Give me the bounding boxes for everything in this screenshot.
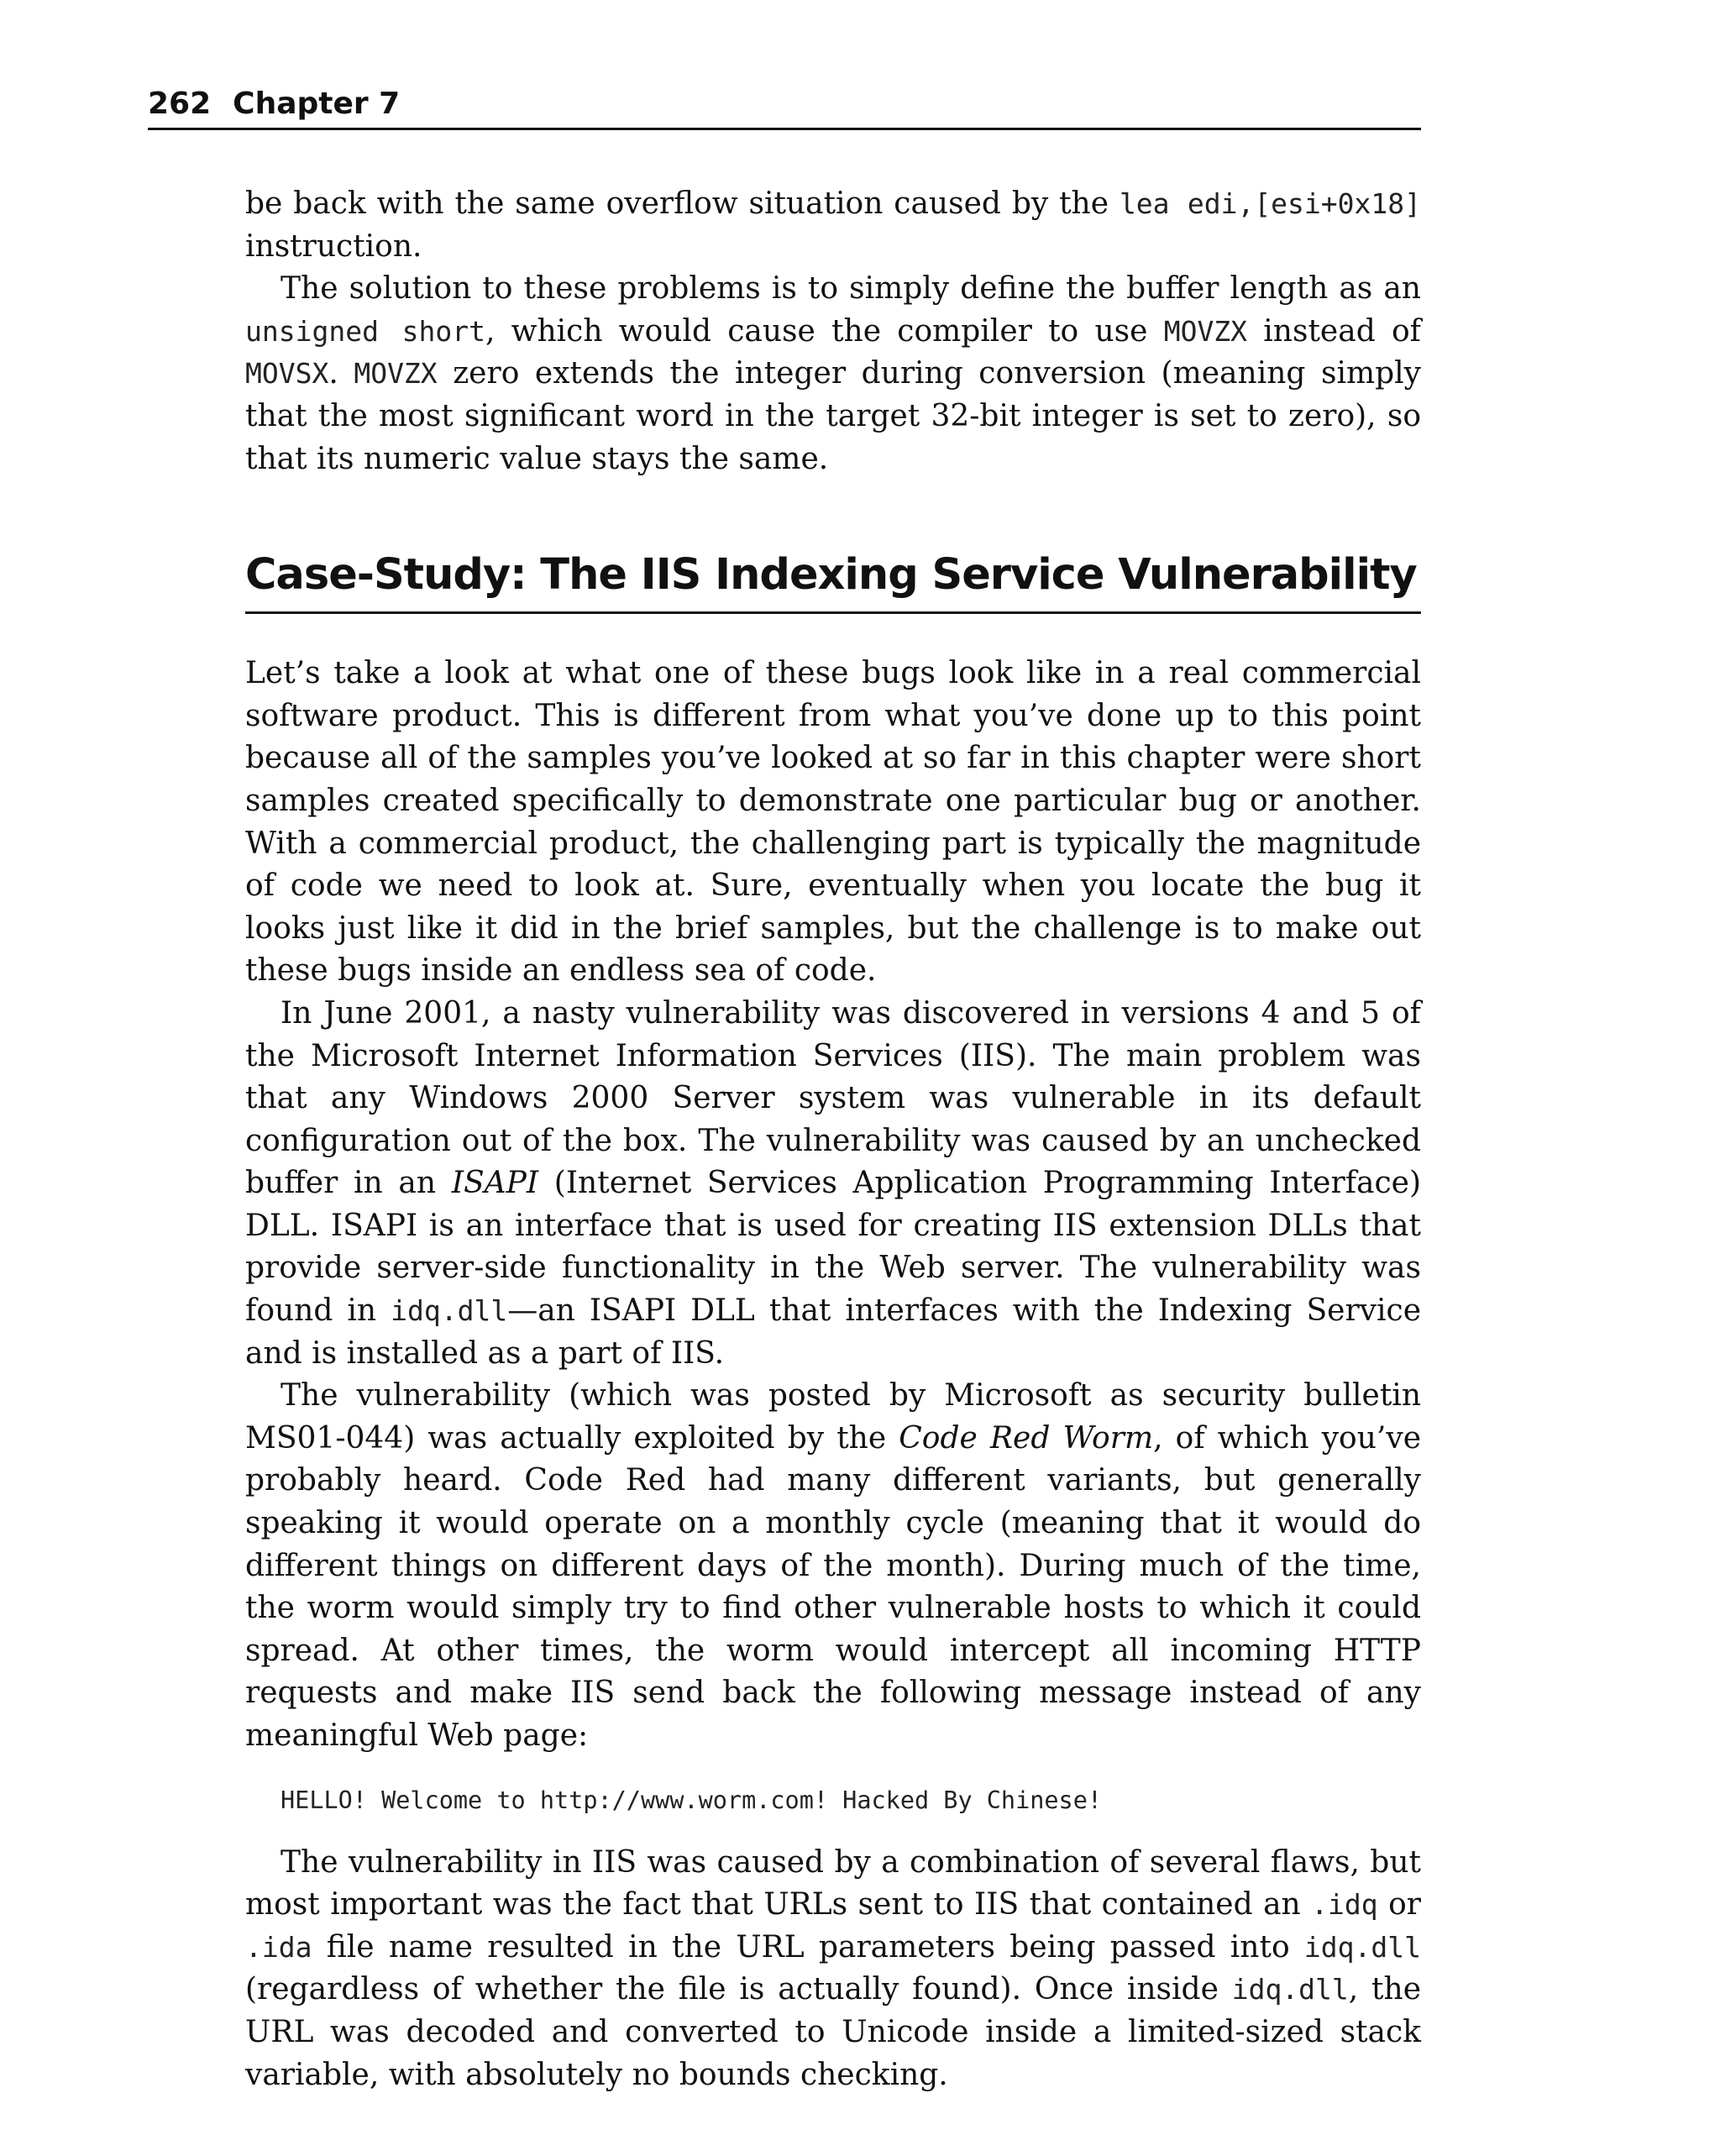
page-number: 262 [148,87,212,121]
text-run: The vulnerability in IIS was caused by a combination of several flaws, but most important was the fact that URLs sent to IIS that contained an [245,1844,1421,1923]
text-run: instruction. [245,228,422,264]
inline-code: unsigned short [245,314,485,348]
text-run: or [1377,1887,1422,1923]
inline-code: idq.dll [1231,1973,1349,2006]
chapter-label: Chapter 7 [233,87,401,121]
section-heading: Case-Study: The IIS Indexing Service Vulnerability [245,546,1421,614]
code-block: HELLO! Welcome to http://www.worm.com! Hacked By Chinese! [281,1786,1103,1814]
text-run: instead of [1247,313,1421,349]
inline-code: idq.dll [1303,1930,1421,1964]
text-run: . [328,356,354,391]
inline-code: lea edi,[esi+0x18] [1119,187,1421,220]
inline-code: .idq [1311,1888,1378,1922]
paragraph-6 [245,1842,1421,2097]
text-run: be back with the same overflow situation caused by the [245,186,1120,221]
paragraph-5 [245,1375,1421,1757]
emphasis: ISAPI [451,1166,539,1201]
text-run: (regardless of whether the file is actually found). Once inside [245,1972,1232,2007]
text-run: , the URL was decoded and converted to Unicode inside a limited-sized stack variable, with absolutely no bounds checking. [245,1972,1421,2092]
text-run: (Internet Services Application Programming Interface) DLL. ISAPI is an interface that is used for creating IIS extension DLLs that provide server-side functionality in the Web server. The vulnerability was found in [245,1166,1421,1329]
text-run: Let’s take a look at what one of these bugs look like in a real commercial software product. This is different from what you’ve done up to this point because all of the samples you’ve looked at so far in this chapter were short samples created specifically to demonstrate one particular bug or another. With a commercial product, the challenging part is typically the magnitude of code we need to look at. Sure, eventually when you locate the bug it looks just like it did in the brief samples, but the challenge is to make out these bugs inside an endless sea of code. [245,656,1421,989]
text-run: The solution to these problems is to simply define the buffer length as an [281,271,1421,307]
text-run: file name resulted in the URL parameters being passed into [312,1929,1304,1965]
paragraph-3 [245,653,1421,993]
inline-code: idq.dll [391,1294,508,1328]
inline-code: .ida [245,1930,312,1964]
inline-code: MOVSX [245,357,329,391]
text-run: In June 2001, a nasty vulnerability was discovered in versions 4 and 5 of the Microsoft Internet Information Services (IIS). The main problem was that any Windows 2000 Server system was vulnerable in its default configuration out of the box. The vulnerability was caused by an unchecked buffer in an [245,995,1421,1201]
text-run: —an ISAPI DLL that interfaces with the Indexing Service and is installed as a part of IIS. [245,1293,1422,1371]
paragraph-4 [245,993,1421,1375]
text-run: The vulnerability (which was posted by Microsoft as security bulletin MS01-044) was actually exploited by the [245,1378,1421,1456]
body-text [245,183,1421,2096]
emphasis: Code Red Worm [899,1420,1154,1456]
inline-code: MOVZX [1163,314,1248,348]
inline-code: MOVZX [354,357,438,391]
text-run: , which would cause the compiler to use [485,313,1164,349]
paragraph-1 [245,183,1421,268]
text-run: zero extends the integer during conversion (meaning simply that the most significant word in the target 32-bit integer is set to zero), so that its numeric value stays the same. [245,356,1421,476]
text-run: , of which you’ve probably heard. Code Red had many different variants, but generally speaking it would operate on a monthly cycle (meaning that it would do different things on different days of the month). During much of the time, the worm would simply try to find other vulnerable hosts to which it could spread. At other times, the worm would intercept all incoming HTTP requests and make IIS send back the following message instead of any meaningful Web page: [245,1420,1421,1753]
paragraph-2 [245,268,1421,480]
running-header [148,81,1421,130]
